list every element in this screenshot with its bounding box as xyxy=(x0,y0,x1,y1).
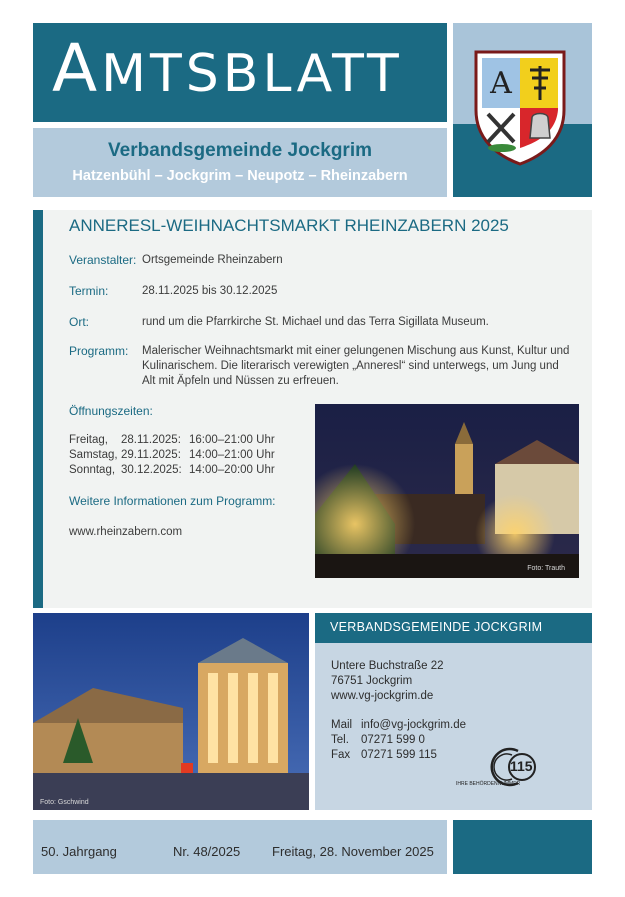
masthead-subtitle-panel xyxy=(33,128,447,197)
city-address: 76751 Jockgrim xyxy=(331,675,413,687)
program-label: Programm: xyxy=(69,344,129,358)
photo-credit: Foto: Trauth xyxy=(527,565,565,572)
mail-row: Mail info@vg-jockgrim.de xyxy=(331,719,466,731)
issue-date: Freitag, 28. November 2025 xyxy=(272,844,434,859)
municipality-name: Verbandsgemeinde Jockgrim xyxy=(108,140,372,161)
volume-number: 50. Jahrgang xyxy=(41,844,117,859)
organizer-label: Veranstalter: xyxy=(69,253,137,267)
opening-hours-row: Samstag, 29.11.2025: 14:00–21:00 Uhr xyxy=(69,449,275,461)
organizer-value: Ortsgemeinde Rheinzabern xyxy=(142,254,283,266)
date-value: 28.11.2025 bis 30.12.2025 xyxy=(142,285,278,297)
service-115-badge xyxy=(456,745,546,789)
location-value: rund um die Pfarrkirche St. Michael und das Terra Sigillata Museum. xyxy=(142,316,489,328)
christmas-market-photo xyxy=(315,404,579,578)
contact-heading: VERBANDSGEMEINDE JOCKGRIM xyxy=(330,620,543,634)
opening-hours-label: Öffnungszeiten: xyxy=(69,404,153,418)
svg-text:A: A xyxy=(490,66,512,101)
location-label: Ort: xyxy=(69,315,89,329)
fax-row: Fax 07271 599 115 xyxy=(331,749,437,761)
more-info-label: Weitere Informationen zum Programm: xyxy=(69,494,276,508)
opening-hours-row: Sonntag, 30.12.2025: 14:00–20:00 Uhr xyxy=(69,464,275,476)
masthead-title: AMTSBLATT xyxy=(52,30,403,107)
coat-of-arms-icon xyxy=(472,48,568,166)
tel-row: Tel. 07271 599 0 xyxy=(331,734,425,746)
municipality-website-link[interactable]: www.vg-jockgrim.de xyxy=(331,690,434,702)
website-link[interactable]: www.rheinzabern.com xyxy=(69,526,183,538)
service-115-caption: IHRE BEHÖRDENNUMMER xyxy=(456,781,521,787)
opening-hours-row: Freitag, 28.11.2025: 16:00–21:00 Uhr xyxy=(69,434,275,446)
service-115-number: 115 xyxy=(510,758,533,774)
mail-link[interactable]: info@vg-jockgrim.de xyxy=(361,719,466,731)
program-value: Malerischer Weihnachtsmarkt mit einer gelungenen Mischung aus Kunst, Kultur und Kulinarischem. Die literarisch verewigten „Anneresl“ sind unterwegs, um Jung und Alt mit Äpfeln und Nüssen zu erfreuen. xyxy=(142,345,570,387)
article-accent-bar xyxy=(33,210,43,608)
issue-number: Nr. 48/2025 xyxy=(173,844,241,859)
photo-credit: Foto: Gschwind xyxy=(40,799,89,806)
date-label: Termin: xyxy=(69,284,109,298)
article-title: ANNERESL-WEIHNACHTSMARKT RHEINZABERN 2025 xyxy=(69,216,509,235)
footer-accent-panel xyxy=(453,820,592,874)
member-towns: Hatzenbühl – Jockgrim – Neupotz – Rheinzabern xyxy=(72,168,408,184)
street-address: Untere Buchstraße 22 xyxy=(331,660,444,672)
museum-photo xyxy=(33,613,309,810)
